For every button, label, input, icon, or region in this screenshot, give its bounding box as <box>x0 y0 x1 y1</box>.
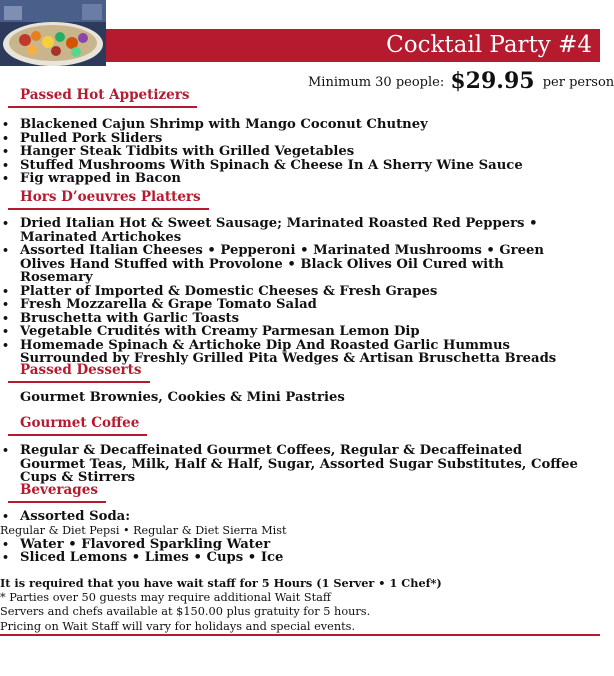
title-banner <box>106 29 600 62</box>
footer-divider <box>0 634 600 636</box>
section-heading-passed-hot: Passed Hot Appetizers <box>8 87 197 108</box>
list-item: • Homemade Spinach & Artichoke Dip And Roasted Garlic Hummus Surrounded by Freshly Grilled Pita Wedges & Artisan Bruschetta Breads <box>0 339 580 366</box>
wait-staff-requirement: It is required that you have wait staff for 5 Hours (1 Server • 1 Chef*) <box>0 576 442 590</box>
passed-hot-list <box>0 118 580 186</box>
list-item: • Platter of Imported & Domestic Cheeses & Fresh Grapes <box>0 285 580 299</box>
price-unit: per person <box>542 75 614 90</box>
section-heading-hors-doeuvres: Hors D’oeuvres Platters <box>8 189 209 210</box>
hors-doeuvres-list <box>0 217 580 366</box>
price-amount: $29.95 <box>450 68 535 94</box>
minimum-label: Minimum 30 people: <box>308 75 445 90</box>
list-item: • Bruschetta with Garlic Toasts <box>0 312 580 326</box>
list-item: • Regular & Decaffeinated Gourmet Coffees, Regular & Decaffeinated Gourmet Teas, Milk, Half & Half, Sugar, Assorted Sugar Substitutes, Coffee Cups & Stirrers <box>0 444 580 485</box>
list-item: • Assorted Italian Cheeses • Pepperoni • Marinated Mushrooms • Green Olives Hand Stuffed with Provolone • Black Olives Oil Cured with Rosemary <box>0 244 580 285</box>
gourmet-coffee-list <box>0 444 580 485</box>
note-parties: * Parties over 50 guests may require additional Wait Staff <box>0 590 331 604</box>
page-title: Cocktail Party #4 <box>386 32 592 58</box>
list-item: • Sliced Lemons • Limes • Cups • Ice <box>0 551 580 565</box>
list-item: • Fresh Mozzarella & Grape Tomato Salad <box>0 298 580 312</box>
note-pricing: Pricing on Wait Staff will vary for holidays and special events. <box>0 619 356 633</box>
desserts-text: Gourmet Brownies, Cookies & Mini Pastries <box>20 390 345 405</box>
list-item: • Water • Flavored Sparkling Water <box>0 538 580 552</box>
list-item: • Vegetable Crudités with Creamy Parmesan Lemon Dip <box>0 325 580 339</box>
beverages-list <box>0 510 580 565</box>
section-heading-beverages: Beverages <box>8 482 106 503</box>
price-line <box>308 66 614 98</box>
section-heading-passed-desserts: Passed Desserts <box>8 362 150 383</box>
soda-detail-row <box>0 524 560 538</box>
soda-detail: Regular & Diet Pepsi • Regular & Diet Sierra Mist <box>0 523 287 537</box>
list-item-assorted-soda <box>0 510 580 524</box>
list-item: • Stuffed Mushrooms With Spinach & Cheese In A Sherry Wine Sauce <box>0 159 580 173</box>
list-item: • Hanger Steak Tidbits with Grilled Vegetables <box>0 145 580 159</box>
list-item: • Fig wrapped in Bacon <box>0 172 580 186</box>
list-item: • Blackened Cajun Shrimp with Mango Coconut Chutney <box>0 118 580 132</box>
section-heading-gourmet-coffee: Gourmet Coffee <box>8 415 147 436</box>
note-rate: Servers and chefs available at $150.00 plus gratuity for 5 hours. <box>0 605 371 618</box>
footer-notes <box>0 576 600 634</box>
list-item: • Dried Italian Hot & Sweet Sausage; Marinated Roasted Red Peppers • Marinated Artichokes <box>0 217 580 244</box>
list-item: • Pulled Pork Sliders <box>0 132 580 146</box>
catering-platter-photo <box>0 0 106 66</box>
soda-label: Assorted Soda: <box>20 509 131 524</box>
